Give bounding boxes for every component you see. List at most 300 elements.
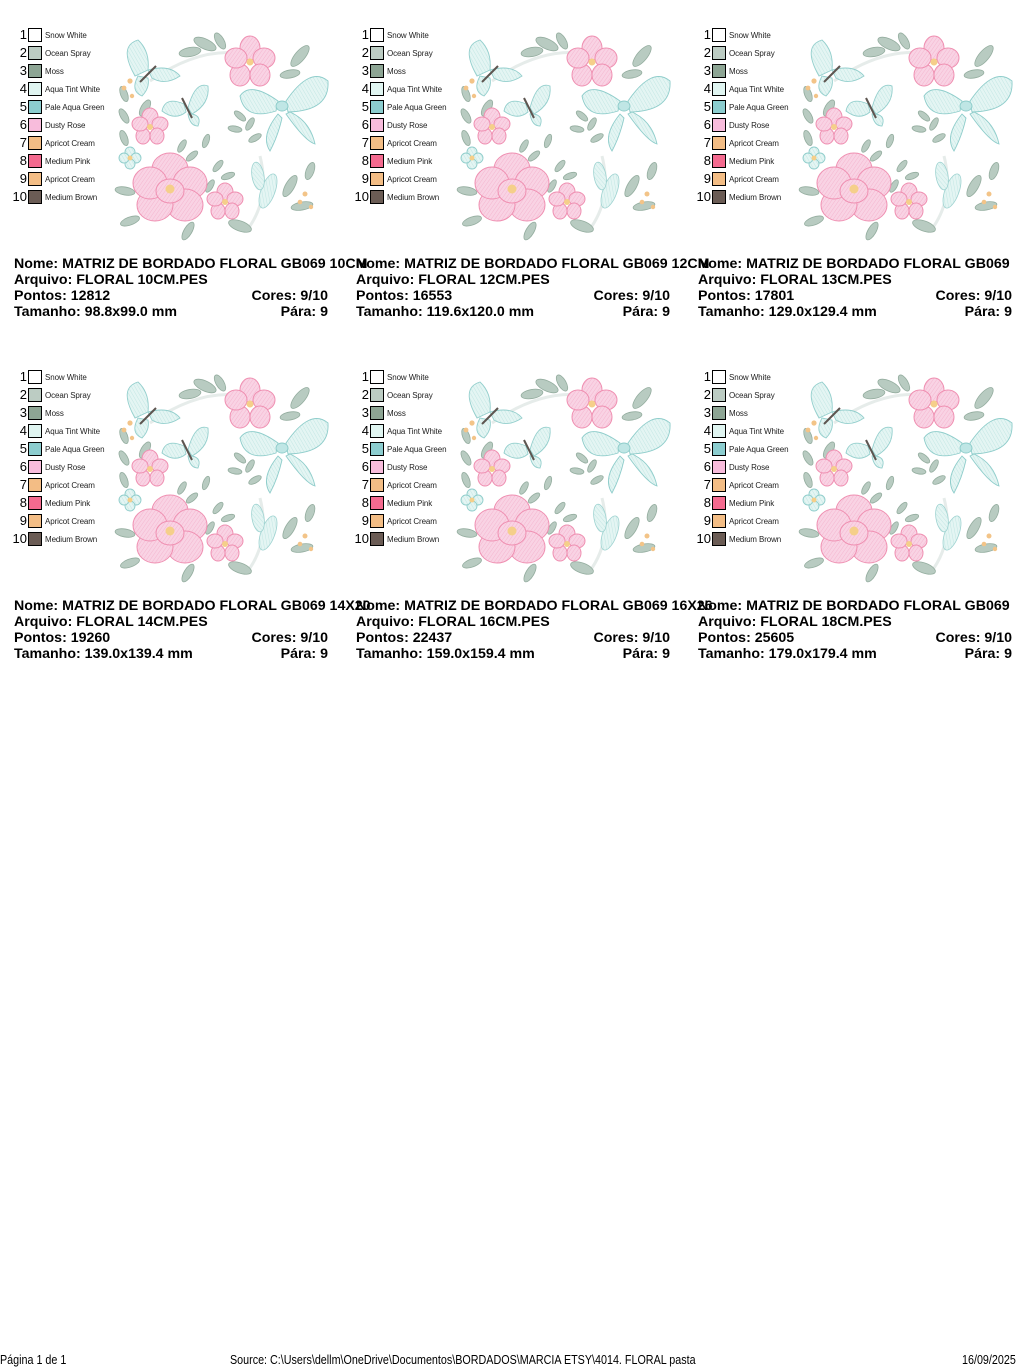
legend-number: 10 <box>12 531 27 546</box>
legend-number: 4 <box>703 81 711 96</box>
stitch-count: Pontos: 16553 <box>356 288 453 304</box>
legend-item <box>342 476 452 494</box>
page-number: Página 1 de 1 <box>0 1353 67 1367</box>
thread-name: Pale Aqua Green <box>729 444 789 454</box>
legend-number: 7 <box>19 135 27 150</box>
legend-number: 9 <box>361 171 369 186</box>
legend-number: 8 <box>19 495 27 510</box>
legend-item <box>0 116 110 134</box>
legend-number: 4 <box>361 423 369 438</box>
legend-item <box>342 422 452 440</box>
thread-name: Snow White <box>729 30 771 40</box>
thread-name: Dusty Rose <box>729 462 770 472</box>
legend-item <box>342 44 452 62</box>
design-card-3 <box>684 20 1024 340</box>
color-count: Cores: 9/10 <box>251 288 328 304</box>
legend-item <box>342 116 452 134</box>
color-swatch <box>370 388 384 402</box>
design-info <box>698 598 1012 662</box>
thread-name: Medium Pink <box>387 156 433 166</box>
legend-item <box>0 476 110 494</box>
legend-item <box>0 440 110 458</box>
legend-number: 1 <box>361 369 369 384</box>
legend-number: 6 <box>703 117 711 132</box>
thread-name: Ocean Spray <box>45 390 91 400</box>
color-swatch <box>712 532 726 546</box>
legend-number: 10 <box>12 189 27 204</box>
legend-number: 4 <box>703 423 711 438</box>
color-swatch <box>370 442 384 456</box>
color-swatch <box>712 64 726 78</box>
thread-name: Medium Brown <box>387 534 440 544</box>
legend-number: 4 <box>19 423 27 438</box>
thread-name: Moss <box>45 66 64 76</box>
legend-item <box>0 188 110 206</box>
thread-name: Moss <box>387 66 406 76</box>
legend-number: 2 <box>703 45 711 60</box>
legend-item <box>684 170 794 188</box>
color-swatch <box>712 478 726 492</box>
color-count: Cores: 9/10 <box>593 630 670 646</box>
legend-item <box>0 152 110 170</box>
legend-number: 10 <box>696 189 711 204</box>
legend-number: 9 <box>19 513 27 528</box>
thread-name: Dusty Rose <box>45 462 86 472</box>
thread-name: Pale Aqua Green <box>387 102 447 112</box>
legend-item <box>342 170 452 188</box>
thread-color-legend <box>0 368 110 548</box>
source-path: Source: C:\Users\dellm\OneDrive\Documentos\BORDADOS\MARCIA ETSY\4014. FLORAL pasta <box>230 1353 696 1367</box>
thread-name: Dusty Rose <box>729 120 770 130</box>
stop-count: Pára: 9 <box>622 304 670 320</box>
legend-item <box>684 116 794 134</box>
legend-item <box>342 26 452 44</box>
floral-wreath-image <box>794 368 1020 588</box>
stitches-colors-row <box>14 630 328 646</box>
stop-count: Pára: 9 <box>280 646 328 662</box>
thread-name: Apricot Cream <box>729 516 779 526</box>
legend-item <box>342 440 452 458</box>
legend-number: 2 <box>361 387 369 402</box>
legend-number: 6 <box>361 459 369 474</box>
thread-name: Aqua Tint White <box>729 84 784 94</box>
legend-item <box>0 386 110 404</box>
color-swatch <box>712 370 726 384</box>
legend-number: 8 <box>703 495 711 510</box>
legend-number: 1 <box>361 27 369 42</box>
legend-item <box>684 134 794 152</box>
design-card-1 <box>0 20 368 340</box>
color-swatch <box>28 370 42 384</box>
legend-item <box>342 98 452 116</box>
legend-item <box>0 404 110 422</box>
color-swatch <box>712 496 726 510</box>
stop-count: Pára: 9 <box>964 304 1012 320</box>
color-swatch <box>370 496 384 510</box>
stitches-colors-row <box>356 288 670 304</box>
design-card-4 <box>0 362 371 682</box>
thread-name: Medium Brown <box>45 534 98 544</box>
legend-number: 2 <box>19 387 27 402</box>
color-swatch <box>712 442 726 456</box>
thread-name: Pale Aqua Green <box>45 102 105 112</box>
floral-wreath-image <box>110 26 336 246</box>
legend-item <box>342 404 452 422</box>
design-card-5 <box>342 362 713 682</box>
thread-name: Medium Pink <box>729 498 775 508</box>
thread-name: Apricot Cream <box>45 480 95 490</box>
stitches-colors-row <box>356 630 670 646</box>
legend-item <box>0 368 110 386</box>
stop-count: Pára: 9 <box>964 646 1012 662</box>
size-stops-row <box>698 304 1012 320</box>
color-swatch <box>370 82 384 96</box>
legend-number: 1 <box>703 27 711 42</box>
floral-wreath-embroidery-preview <box>110 26 336 246</box>
color-count: Cores: 9/10 <box>251 630 328 646</box>
legend-item <box>684 458 794 476</box>
floral-wreath-embroidery-preview <box>110 368 336 588</box>
thread-name: Apricot Cream <box>387 138 437 148</box>
design-info <box>356 598 713 662</box>
size-stops-row <box>356 304 670 320</box>
color-swatch <box>712 424 726 438</box>
thread-name: Medium Brown <box>45 192 98 202</box>
color-count: Cores: 9/10 <box>935 288 1012 304</box>
thread-color-legend <box>342 26 452 206</box>
legend-number: 5 <box>703 99 711 114</box>
color-swatch <box>370 100 384 114</box>
stitches-colors-row <box>698 630 1012 646</box>
color-swatch <box>712 82 726 96</box>
color-swatch <box>28 154 42 168</box>
thread-name: Apricot Cream <box>45 174 95 184</box>
legend-number: 7 <box>703 477 711 492</box>
legend-item <box>0 422 110 440</box>
thread-name: Dusty Rose <box>387 120 428 130</box>
legend-item <box>342 512 452 530</box>
legend-number: 10 <box>354 531 369 546</box>
design-size: Tamanho: 179.0x179.4 mm <box>698 646 877 662</box>
legend-item <box>0 62 110 80</box>
stitch-count: Pontos: 22437 <box>356 630 453 646</box>
floral-wreath-embroidery-preview <box>794 368 1020 588</box>
print-date: 16/09/2025 <box>962 1353 1016 1367</box>
design-info <box>14 256 368 320</box>
design-size: Tamanho: 129.0x129.4 mm <box>698 304 877 320</box>
color-swatch <box>370 46 384 60</box>
thread-name: Dusty Rose <box>45 120 86 130</box>
stop-count: Pára: 9 <box>622 646 670 662</box>
legend-number: 3 <box>361 405 369 420</box>
thread-name: Medium Brown <box>729 534 782 544</box>
legend-number: 4 <box>361 81 369 96</box>
legend-item <box>684 512 794 530</box>
stitches-colors-row <box>698 288 1012 304</box>
thread-color-legend <box>342 368 452 548</box>
design-name: Nome: MATRIZ DE BORDADO FLORAL GB069 <box>698 598 1010 614</box>
legend-number: 2 <box>703 387 711 402</box>
color-swatch <box>712 118 726 132</box>
design-card-2 <box>342 20 710 340</box>
legend-number: 7 <box>361 477 369 492</box>
color-swatch <box>28 64 42 78</box>
thread-name: Apricot Cream <box>729 480 779 490</box>
thread-name: Snow White <box>45 372 87 382</box>
design-size: Tamanho: 119.6x120.0 mm <box>356 304 534 320</box>
color-swatch <box>370 136 384 150</box>
thread-color-legend <box>0 26 110 206</box>
legend-item <box>342 134 452 152</box>
thread-name: Medium Pink <box>387 498 433 508</box>
design-info <box>14 598 371 662</box>
thread-name: Aqua Tint White <box>45 84 100 94</box>
page-footer <box>0 1353 1024 1369</box>
thread-name: Moss <box>387 408 406 418</box>
legend-number: 3 <box>19 63 27 78</box>
thread-name: Ocean Spray <box>729 48 775 58</box>
design-info <box>698 256 1012 320</box>
design-file: Arquivo: FLORAL 12CM.PES <box>356 272 550 288</box>
legend-item <box>684 188 794 206</box>
color-swatch <box>370 118 384 132</box>
thread-name: Aqua Tint White <box>729 426 784 436</box>
color-swatch <box>370 28 384 42</box>
thread-name: Snow White <box>387 372 429 382</box>
color-swatch <box>28 46 42 60</box>
thread-name: Apricot Cream <box>387 480 437 490</box>
legend-item <box>684 530 794 548</box>
design-name: Nome: MATRIZ DE BORDADO FLORAL GB069 12CM <box>356 256 710 272</box>
color-swatch <box>712 460 726 474</box>
thread-name: Moss <box>729 66 748 76</box>
design-name: Nome: MATRIZ DE BORDADO FLORAL GB069 16X26 <box>356 598 713 614</box>
stitch-count: Pontos: 12812 <box>14 288 111 304</box>
thread-name: Medium Pink <box>729 156 775 166</box>
color-count: Cores: 9/10 <box>935 630 1012 646</box>
legend-item <box>684 152 794 170</box>
legend-number: 3 <box>703 63 711 78</box>
legend-number: 8 <box>19 153 27 168</box>
thread-name: Apricot Cream <box>45 516 95 526</box>
color-swatch <box>370 424 384 438</box>
legend-item <box>0 458 110 476</box>
legend-number: 3 <box>703 405 711 420</box>
thread-name: Ocean Spray <box>387 390 433 400</box>
legend-number: 5 <box>19 441 27 456</box>
legend-number: 6 <box>19 117 27 132</box>
legend-item <box>684 368 794 386</box>
color-swatch <box>370 460 384 474</box>
legend-item <box>0 80 110 98</box>
color-swatch <box>28 496 42 510</box>
color-swatch <box>28 118 42 132</box>
thread-name: Apricot Cream <box>729 174 779 184</box>
legend-item <box>0 494 110 512</box>
legend-number: 7 <box>703 135 711 150</box>
size-stops-row <box>14 646 328 662</box>
legend-number: 1 <box>703 369 711 384</box>
color-swatch <box>712 406 726 420</box>
color-swatch <box>712 154 726 168</box>
floral-wreath-image <box>452 26 678 246</box>
floral-wreath-image <box>110 368 336 588</box>
legend-item <box>684 494 794 512</box>
legend-item <box>342 386 452 404</box>
legend-number: 9 <box>361 513 369 528</box>
thread-name: Ocean Spray <box>387 48 433 58</box>
legend-item <box>0 170 110 188</box>
color-swatch <box>28 388 42 402</box>
color-swatch <box>28 424 42 438</box>
thread-name: Snow White <box>729 372 771 382</box>
thread-name: Aqua Tint White <box>387 426 442 436</box>
floral-wreath-embroidery-preview <box>452 26 678 246</box>
design-size: Tamanho: 139.0x139.4 mm <box>14 646 193 662</box>
legend-number: 2 <box>19 45 27 60</box>
stitch-count: Pontos: 25605 <box>698 630 795 646</box>
legend-item <box>684 44 794 62</box>
design-size: Tamanho: 98.8x99.0 mm <box>14 304 177 320</box>
legend-number: 1 <box>19 27 27 42</box>
legend-item <box>684 26 794 44</box>
color-swatch <box>28 442 42 456</box>
thread-name: Medium Pink <box>45 156 91 166</box>
floral-wreath-image <box>452 368 678 588</box>
color-swatch <box>370 406 384 420</box>
color-swatch <box>370 532 384 546</box>
thread-name: Medium Pink <box>45 498 91 508</box>
color-swatch <box>370 154 384 168</box>
legend-number: 3 <box>361 63 369 78</box>
color-swatch <box>28 406 42 420</box>
color-swatch <box>712 388 726 402</box>
thread-name: Pale Aqua Green <box>387 444 447 454</box>
legend-number: 8 <box>361 495 369 510</box>
legend-number: 10 <box>696 531 711 546</box>
design-file: Arquivo: FLORAL 10CM.PES <box>14 272 208 288</box>
color-swatch <box>28 478 42 492</box>
color-swatch <box>370 64 384 78</box>
legend-number: 7 <box>19 477 27 492</box>
size-stops-row <box>356 646 670 662</box>
floral-wreath-embroidery-preview <box>452 368 678 588</box>
stitch-count: Pontos: 19260 <box>14 630 111 646</box>
legend-item <box>0 530 110 548</box>
thread-name: Apricot Cream <box>45 138 95 148</box>
design-name: Nome: MATRIZ DE BORDADO FLORAL GB069 <box>698 256 1010 272</box>
color-swatch <box>712 190 726 204</box>
stitches-colors-row <box>14 288 328 304</box>
legend-number: 8 <box>361 153 369 168</box>
design-file: Arquivo: FLORAL 18CM.PES <box>698 614 892 630</box>
design-card-6 <box>684 362 1024 682</box>
design-name: Nome: MATRIZ DE BORDADO FLORAL GB069 10CM <box>14 256 368 272</box>
legend-item <box>684 440 794 458</box>
stitch-count: Pontos: 17801 <box>698 288 795 304</box>
thread-name: Snow White <box>45 30 87 40</box>
legend-number: 6 <box>703 459 711 474</box>
thread-name: Apricot Cream <box>387 174 437 184</box>
legend-number: 10 <box>354 189 369 204</box>
legend-item <box>684 476 794 494</box>
color-swatch <box>28 172 42 186</box>
thread-name: Pale Aqua Green <box>729 102 789 112</box>
legend-item <box>342 458 452 476</box>
thread-name: Pale Aqua Green <box>45 444 105 454</box>
legend-item <box>342 80 452 98</box>
legend-item <box>684 98 794 116</box>
color-swatch <box>28 514 42 528</box>
floral-wreath-embroidery-preview <box>794 26 1020 246</box>
legend-number: 8 <box>703 153 711 168</box>
size-stops-row <box>698 646 1012 662</box>
thread-name: Apricot Cream <box>387 516 437 526</box>
legend-number: 7 <box>361 135 369 150</box>
color-swatch <box>370 190 384 204</box>
color-count: Cores: 9/10 <box>593 288 670 304</box>
color-swatch <box>28 190 42 204</box>
color-swatch <box>712 28 726 42</box>
legend-number: 9 <box>703 171 711 186</box>
color-swatch <box>370 478 384 492</box>
legend-number: 9 <box>703 513 711 528</box>
thread-name: Aqua Tint White <box>387 84 442 94</box>
legend-number: 2 <box>361 45 369 60</box>
color-swatch <box>370 172 384 186</box>
thread-color-legend <box>684 26 794 206</box>
design-file: Arquivo: FLORAL 14CM.PES <box>14 614 208 630</box>
legend-item <box>0 134 110 152</box>
color-swatch <box>28 460 42 474</box>
thread-name: Aqua Tint White <box>45 426 100 436</box>
thread-name: Moss <box>729 408 748 418</box>
color-swatch <box>28 532 42 546</box>
color-swatch <box>712 172 726 186</box>
thread-name: Medium Brown <box>729 192 782 202</box>
legend-number: 6 <box>361 117 369 132</box>
design-info <box>356 256 710 320</box>
thread-name: Moss <box>45 408 64 418</box>
color-swatch <box>370 370 384 384</box>
color-swatch <box>712 100 726 114</box>
color-swatch <box>712 46 726 60</box>
legend-item <box>342 62 452 80</box>
size-stops-row <box>14 304 328 320</box>
legend-item <box>0 98 110 116</box>
legend-item <box>342 494 452 512</box>
legend-item <box>342 188 452 206</box>
legend-number: 5 <box>19 99 27 114</box>
color-swatch <box>28 100 42 114</box>
legend-item <box>342 530 452 548</box>
legend-item <box>0 26 110 44</box>
thread-name: Ocean Spray <box>729 390 775 400</box>
design-file: Arquivo: FLORAL 16CM.PES <box>356 614 550 630</box>
floral-wreath-image <box>794 26 1020 246</box>
legend-number: 6 <box>19 459 27 474</box>
design-size: Tamanho: 159.0x159.4 mm <box>356 646 535 662</box>
design-name: Nome: MATRIZ DE BORDADO FLORAL GB069 14X20 <box>14 598 371 614</box>
legend-item <box>684 80 794 98</box>
color-swatch <box>28 82 42 96</box>
legend-item <box>0 44 110 62</box>
legend-item <box>342 152 452 170</box>
legend-number: 4 <box>19 81 27 96</box>
legend-number: 1 <box>19 369 27 384</box>
legend-item <box>684 62 794 80</box>
design-file: Arquivo: FLORAL 13CM.PES <box>698 272 892 288</box>
